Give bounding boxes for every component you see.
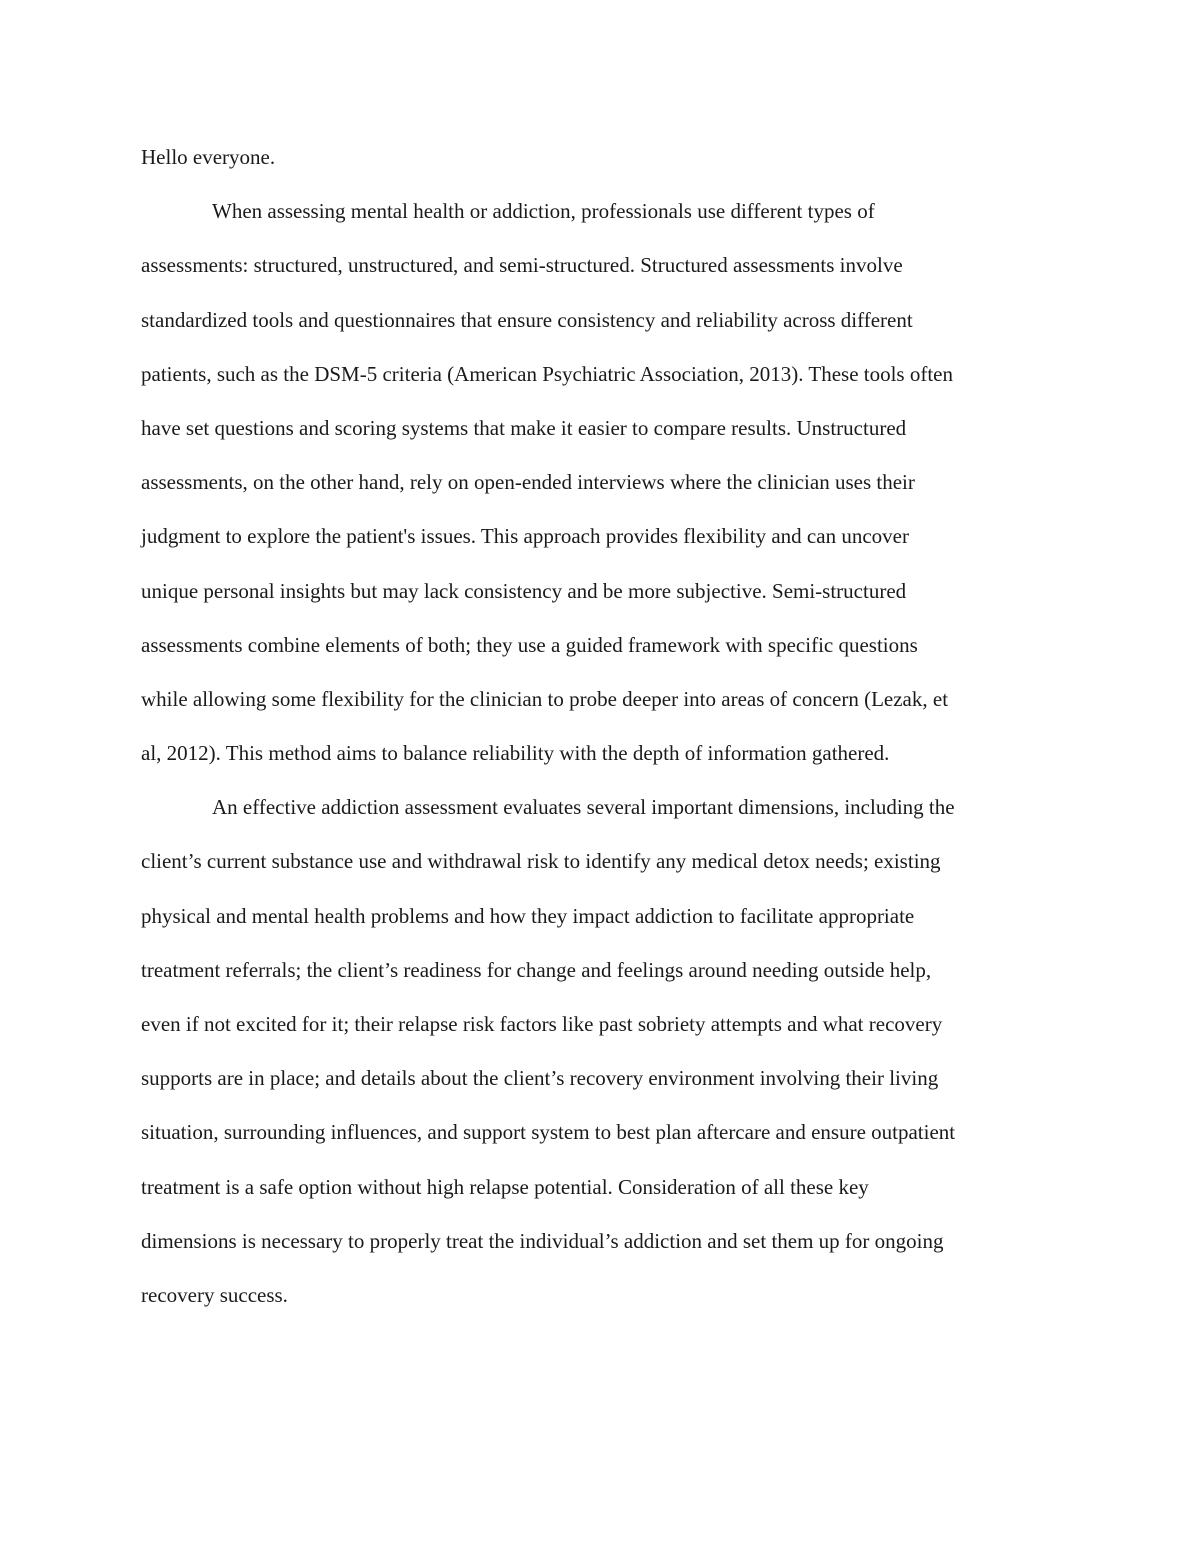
paragraph-line: have set questions and scoring systems that make it easier to compare results. Unstructured — [141, 415, 907, 440]
paragraph-line: supports are in place; and details about the client’s recovery environment involving their living — [141, 1066, 939, 1091]
document-body — [141, 130, 1059, 1322]
paragraph-line: dimensions is necessary to properly treat the individual’s addiction and set them up for ongoing — [141, 1228, 944, 1253]
paragraph-line: assessments: structured, unstructured, and semi-structured. Structured assessments involve — [141, 253, 903, 278]
paragraph-line: treatment referrals; the client’s readiness for change and feelings around needing outside help, — [141, 957, 932, 982]
greeting-line — [141, 130, 1059, 184]
paragraph-line: treatment is a safe option without high relapse potential. Consideration of all these key — [141, 1174, 869, 1199]
paragraph-line: judgment to explore the patient's issues. This approach provides flexibility and can uncover — [141, 524, 909, 549]
paragraph-line: al, 2012). This method aims to balance reliability with the depth of information gathered. — [141, 741, 890, 766]
paragraph-line: recovery success. — [141, 1282, 288, 1307]
paragraph-line: assessments, on the other hand, rely on open-ended interviews where the clinician uses their — [141, 470, 915, 495]
paragraph-line: patients, such as the DSM-5 criteria (American Psychiatric Association, 2013). These tools often — [141, 361, 954, 386]
paragraph-assessment-types — [141, 184, 1059, 780]
paragraph-line: even if not excited for it; their relapse risk factors like past sobriety attempts and what recovery — [141, 1012, 943, 1036]
paragraph-line: client’s current substance use and withdrawal risk to identify any medical detox needs; existing — [141, 849, 941, 874]
greeting-text: Hello everyone. — [141, 145, 276, 169]
paragraph-line: When assessing mental health or addiction, professionals use different types of — [212, 199, 875, 224]
paragraph-line: unique personal insights but may lack consistency and be more subjective. Semi-structured — [141, 578, 907, 603]
paragraph-line: standardized tools and questionnaires that ensure consistency and reliability across different — [141, 307, 913, 332]
paragraph-line: assessments combine elements of both; they use a guided framework with specific questions — [141, 632, 918, 657]
paragraph-line: An effective addiction assessment evaluates several important dimensions, including the — [212, 795, 955, 820]
paragraph-line: physical and mental health problems and how they impact addiction to facilitate appropriate — [141, 903, 915, 928]
paragraph-line: while allowing some flexibility for the clinician to probe deeper into areas of concern (Lezak, et — [141, 686, 949, 711]
paragraph-line: situation, surrounding influences, and support system to best plan aftercare and ensure outpatient — [141, 1120, 956, 1145]
paragraph-addiction-dimensions — [141, 780, 1059, 1322]
